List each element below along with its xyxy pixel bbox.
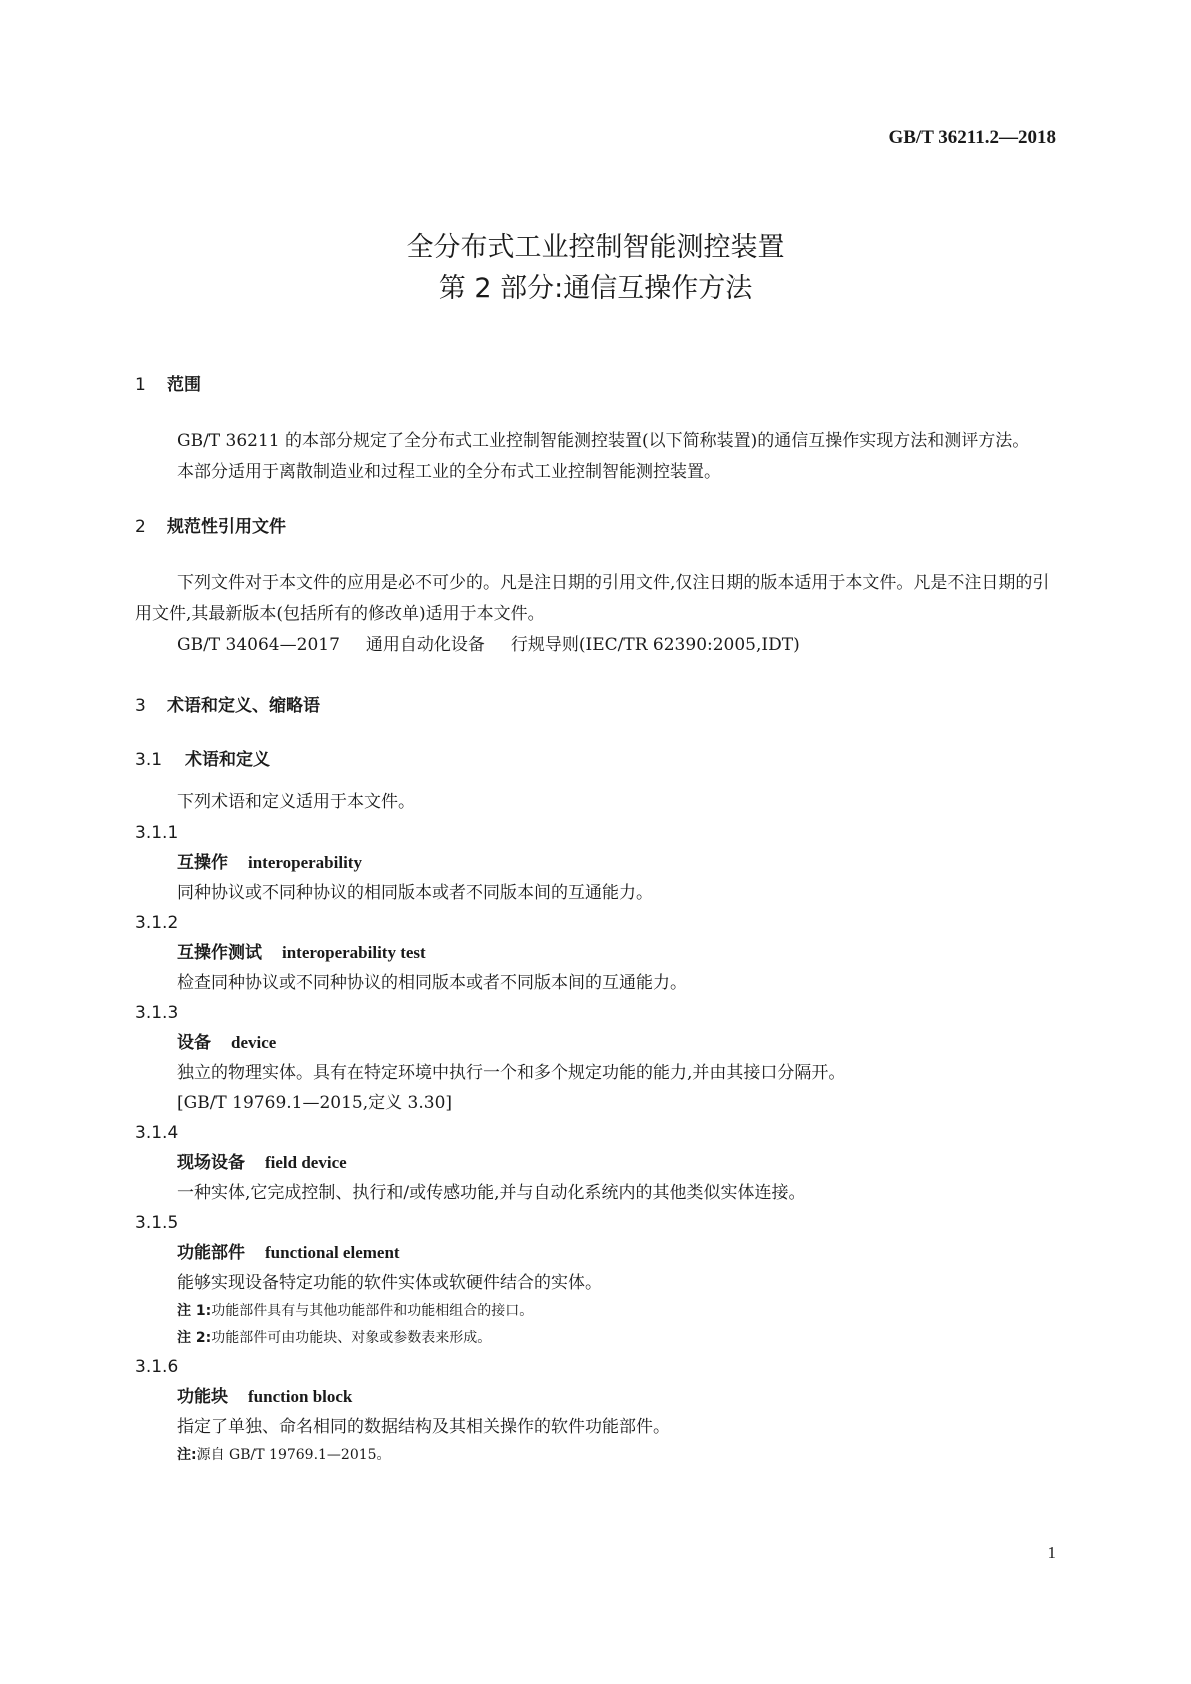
section-heading-normative-references bbox=[135, 514, 1055, 540]
document-code: GB/T 36211.2—2018 bbox=[888, 127, 1056, 148]
section-title: 术语和定义、缩略语 bbox=[167, 696, 320, 716]
term-name bbox=[177, 1382, 1055, 1412]
term-en: interoperability bbox=[248, 853, 362, 872]
term-zh: 互操作 bbox=[177, 853, 228, 873]
term-name bbox=[177, 848, 1055, 878]
term-zh: 设备 bbox=[177, 1033, 211, 1053]
paragraph: GB/T 36211 的本部分规定了全分布式工业控制智能测控装置(以下简称装置)的通信互操作实现方法和测评方法。 bbox=[177, 431, 1030, 451]
term-entry bbox=[135, 1352, 1055, 1469]
paragraph: 下列文件对于本文件的应用是必不可少的。凡是注日期的引用文件,仅注日期的版本适用于本文件。凡是不注日期的引用文件,其最新版本(包括所有的修改单)适用于本文件。 bbox=[135, 573, 1050, 624]
term-entry bbox=[135, 1208, 1055, 1352]
term-number: 3.1.1 bbox=[135, 823, 179, 843]
term-entry bbox=[135, 818, 1055, 908]
term-note bbox=[177, 1325, 1055, 1352]
subsection-heading-terms-definitions bbox=[135, 747, 1055, 773]
section-number: 1 bbox=[135, 375, 146, 395]
paragraph: 本部分适用于离散制造业和过程工业的全分布式工业控制智能测控装置。 bbox=[177, 462, 721, 482]
reference-entry bbox=[135, 630, 1055, 661]
term-definition: 独立的物理实体。具有在特定环境中执行一个和多个规定功能的能力,并由其接口分隔开。 bbox=[177, 1063, 846, 1083]
term-name bbox=[177, 938, 1055, 968]
paragraph: 下列术语和定义适用于本文件。 bbox=[177, 792, 415, 812]
note-label: 注 1: bbox=[177, 1303, 212, 1319]
reference-desc: 行规导则(IEC/TR 62390:2005,IDT) bbox=[510, 635, 800, 655]
term-definition: 一种实体,它完成控制、执行和/或传感功能,并与自动化系统内的其他类似实体连接。 bbox=[177, 1183, 806, 1203]
reference-name: 通用自动化设备 bbox=[365, 635, 485, 655]
term-zh: 互操作测试 bbox=[177, 943, 262, 963]
term-definition: 检查同种协议或不同种协议的相同版本或者不同版本间的互通能力。 bbox=[177, 973, 687, 993]
page-number: 1 bbox=[1047, 1543, 1056, 1562]
term-note bbox=[177, 1298, 1055, 1325]
term-name bbox=[177, 1148, 1055, 1178]
term-zh: 功能块 bbox=[177, 1387, 228, 1407]
document-body bbox=[135, 372, 1055, 1469]
term-en: field device bbox=[265, 1153, 347, 1172]
term-number: 3.1.6 bbox=[135, 1357, 179, 1377]
term-note bbox=[177, 1442, 1055, 1469]
section-heading-scope bbox=[135, 372, 1055, 398]
section-number: 3 bbox=[135, 696, 146, 716]
term-number: 3.1.5 bbox=[135, 1213, 179, 1233]
note-label: 注: bbox=[177, 1447, 197, 1463]
section-title: 规范性引用文件 bbox=[167, 517, 286, 537]
note-label: 注 2: bbox=[177, 1330, 212, 1346]
term-definition: 同种协议或不同种协议的相同版本或者不同版本间的互通能力。 bbox=[177, 883, 653, 903]
term-entry bbox=[135, 908, 1055, 998]
reference-code: GB/T 34064—2017 bbox=[177, 635, 340, 655]
term-entry bbox=[135, 998, 1055, 1118]
section-title: 范围 bbox=[167, 375, 201, 395]
note-text: 功能部件可由功能块、对象或参数表来形成。 bbox=[211, 1330, 492, 1346]
term-en: function block bbox=[248, 1387, 353, 1406]
document-title-line1: 全分布式工业控制智能测控装置 bbox=[406, 232, 785, 263]
subsection-title: 术语和定义 bbox=[185, 750, 270, 770]
note-text: 源自 GB/T 19769.1—2015。 bbox=[196, 1447, 391, 1463]
document-title-line2: 第 2 部分:通信互操作方法 bbox=[438, 273, 753, 304]
term-name bbox=[177, 1028, 1055, 1058]
term-en: device bbox=[231, 1033, 277, 1052]
term-number: 3.1.2 bbox=[135, 913, 179, 933]
term-definition: 能够实现设备特定功能的软件实体或软硬件结合的实体。 bbox=[177, 1273, 602, 1293]
section-number: 2 bbox=[135, 517, 146, 537]
subsection-number: 3.1 bbox=[135, 750, 163, 770]
term-number: 3.1.3 bbox=[135, 1003, 179, 1023]
section-heading-terms bbox=[135, 693, 1055, 719]
note-text: 功能部件具有与其他功能部件和功能相组合的接口。 bbox=[211, 1303, 534, 1319]
term-en: functional element bbox=[265, 1243, 400, 1262]
term-name bbox=[177, 1238, 1055, 1268]
term-source: [GB/T 19769.1—2015,定义 3.30] bbox=[177, 1093, 453, 1113]
term-definition: 指定了单独、命名相同的数据结构及其相关操作的软件功能部件。 bbox=[177, 1417, 670, 1437]
term-number: 3.1.4 bbox=[135, 1123, 179, 1143]
term-en: interoperability test bbox=[282, 943, 426, 962]
term-entry bbox=[135, 1118, 1055, 1208]
term-zh: 现场设备 bbox=[177, 1153, 245, 1173]
term-zh: 功能部件 bbox=[177, 1243, 245, 1263]
